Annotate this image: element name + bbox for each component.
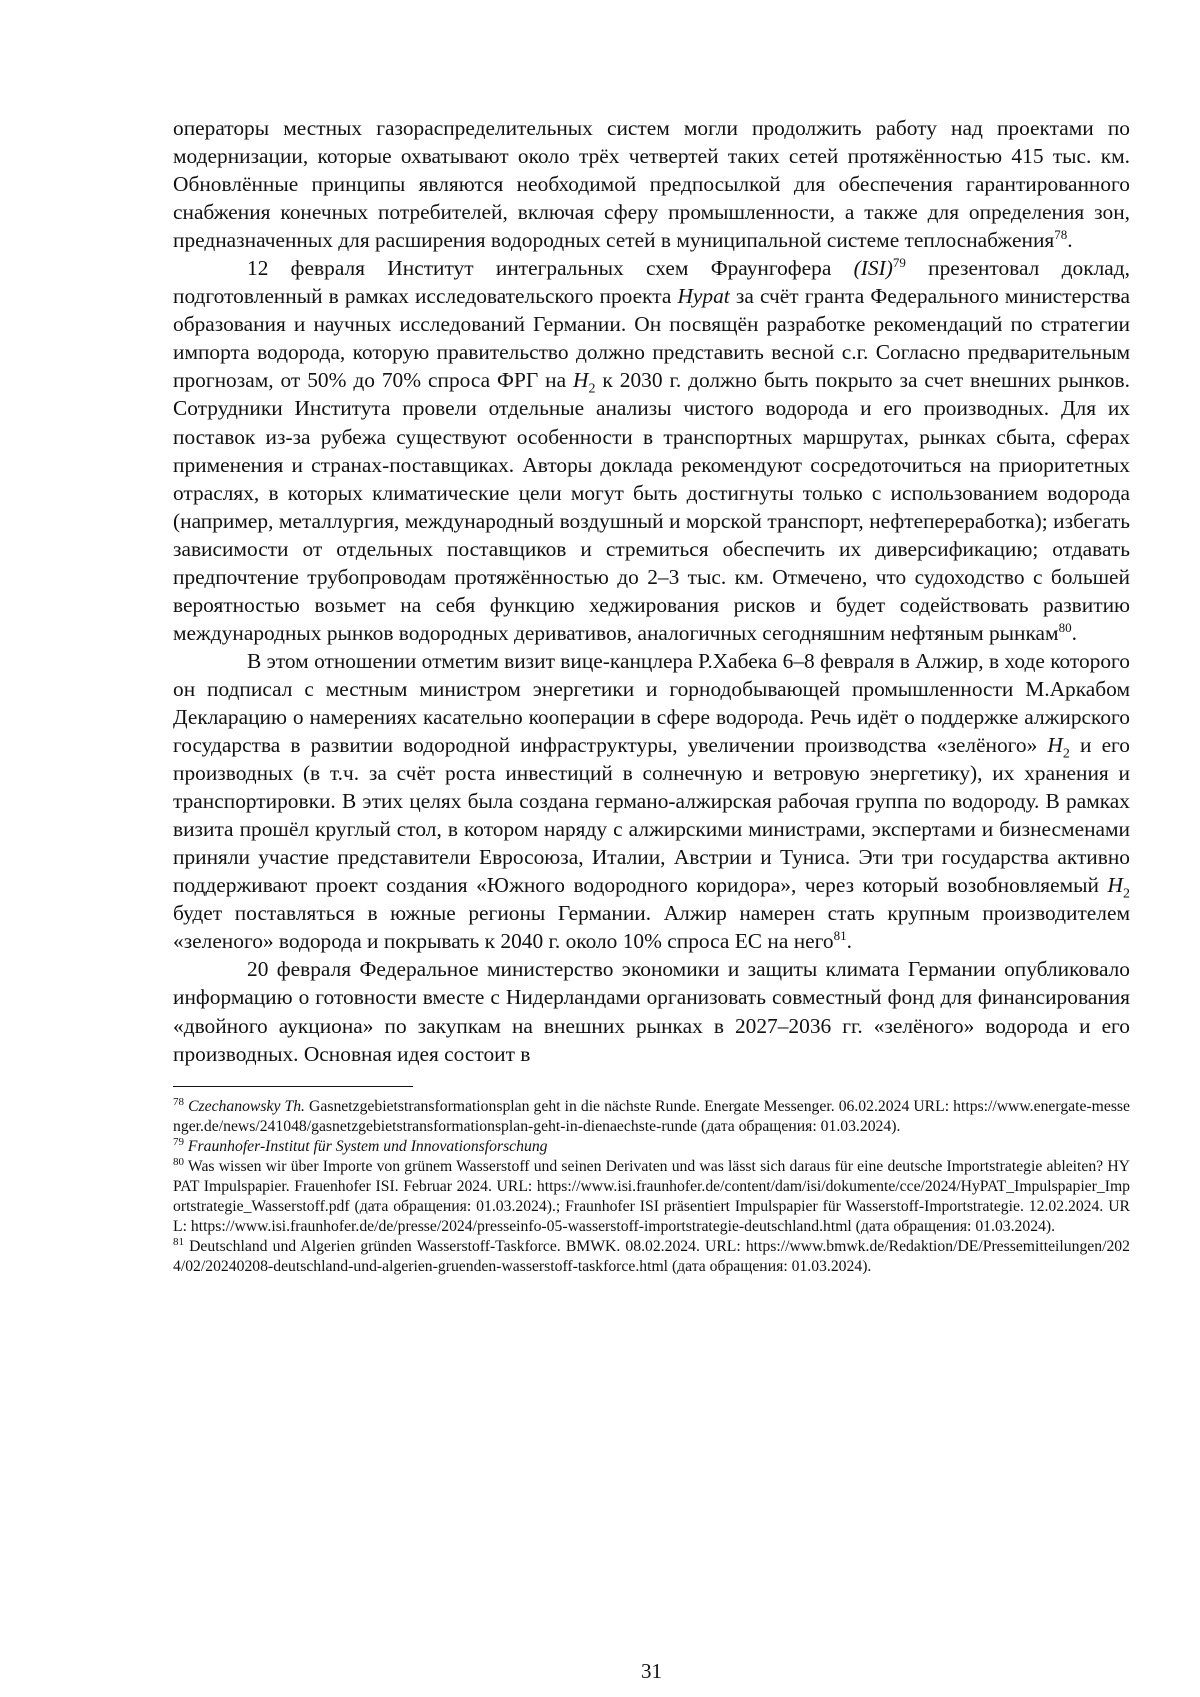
text-run: . <box>846 929 852 954</box>
page-number: 31 <box>641 1659 662 1683</box>
footnote-ref: 80 <box>173 1155 184 1168</box>
text-run: Was wissen wir über Importe von grünem Wasserstoff und seinen Derivaten und was lässt sich daraus für eine deutsche Importstrategie ableiten? HYPAT Impulspapier. Frauenhofer ISI. Februar 2024. URL: https://www.isi.fraunhofer.de/content/dam/isi/dokumente/cce/2024/HyPAT_Impulspapier_Importstrategie_Wasserstoff.pdf (дата обращения: 01.03.2024).; Fraunhofer ISI präsentiert Impulspapier für Wasserstoff-Importstrategie. 12.02.2024. URL: https://www.isi.fraunhofer.de/de/presse/2024/presseinfo-05-wasserstoff-importstrategie-deutschland.html (дата обращения: 01.03.2024). <box>173 1157 1130 1236</box>
text-run: презентовал доклад, подготовленный в рамках исследовательского проекта <box>173 256 1130 309</box>
footnotes <box>173 1097 1130 1278</box>
text-run: и его производных (в т.ч. за счёт роста инвестиций в солнечную и ветровую энергетику), их хранения и транспортировки. В этих целях была создана германо-алжирская рабочая группа по водороду. В рамках визита прошёл круглый стол, в котором наряду с алжирскими министрами, экспертами и бизнесменами приняли участие представители Евросоюза, Италии, Австрии и Туниса. Эти три государства активно поддерживают проект создания «Южного водородного коридора», через который возобновляемый <box>173 733 1130 898</box>
footnote-separator <box>173 1086 413 1087</box>
text-run: Gasnetzgebietstransformationsplan geht in die nächste Runde. Energate Messenger. 06.02.2024 URL: https://www.energate-messenger.de/news/241048/gasnetzgebietstransformationsplan-geht-in-dienaechste-runde (дата обращения: 01.03.2024). <box>173 1097 1131 1135</box>
paragraph-p-gas-networks <box>173 114 1130 254</box>
footnote-ref: 79 <box>173 1135 184 1148</box>
footnote-fn-81 <box>173 1237 1130 1277</box>
text-run: 20 февраля Федеральное министерство экономики и защиты климата Германии опубликовало информацию о готовности вместе с Нидерландами организовать совместный фонд для финансирования «двойного аукциона» по закупкам на внешних рынках в 2027–2036 гг. «зелёного» водорода и его производных. Основная идея состоит в <box>173 957 1130 1066</box>
italic-run: H <box>1107 873 1123 898</box>
document-page <box>173 114 1131 1683</box>
text-run: будет поставляться в южные регионы Германии. Алжир намерен стать крупным производителем «зеленого» водорода и покрывать к 2040 г. около 10% спроса ЕС на него <box>173 901 1130 954</box>
italic-run: H <box>573 368 589 393</box>
italic-run: (ISI) <box>853 256 893 281</box>
italic-run: H <box>1047 733 1063 758</box>
footnote-fn-80 <box>173 1157 1130 1237</box>
footnote-ref: 79 <box>892 255 906 271</box>
text-run: Deutschland und Algerien gründen Wasserstoff-Taskforce. BMWK. 08.02.2024. URL: https://www.bmwk.de/Redaktion/DE/Pressemitteilungen/2024/02/20240208-deutschland-und-algerien-gruenden-wasserstoff-taskforce.html (дата обращения: 01.03.2024). <box>173 1238 1130 1276</box>
italic-run: Czechanowsky Th. <box>188 1097 305 1115</box>
italic-run: Fraunhofer-Institut für System und Innovationsforschung <box>187 1137 548 1155</box>
footnote-ref: 80 <box>1058 619 1072 635</box>
paragraph-p-algeria <box>173 647 1130 956</box>
footnote-ref: 81 <box>833 928 847 944</box>
text-run: . <box>1067 228 1073 253</box>
text-run: операторы местных газораспределительных систем могли продолжить работу над проектами по модернизации, которые охватывают около трёх четвертей таких сетей протяжённостью 415 тыс. км. Обновлённые принципы являются необходимой предпосылкой для обеспечения гарантированного снабжения конечных потребителей, включая сферу промышленности, а также для определения зон, предназначенных для расширения водородных сетей в муниципальной системе теплоснабжения <box>173 116 1130 253</box>
main-text <box>173 114 1130 1068</box>
text-run: В этом отношении отметим визит вице-канцлера Р.Хабека 6–8 февраля в Алжир, в ходе которого он подписал с местным министром энергетики и горнодобывающей промышленности М.Аркабом Декларацию о намерениях касательно кооперации в сфере водорода. Речь идёт о поддержке алжирского государства в развитии водородной инфраструктуры, увеличении производства «зелёного» <box>173 648 1130 758</box>
footnote-ref: 78 <box>1054 227 1068 243</box>
footnote-ref: 81 <box>173 1236 184 1249</box>
text-run: 12 февраля Институт интегральных схем Фраунгофера <box>247 256 854 281</box>
paragraph-p-fraunhofer <box>173 254 1130 647</box>
footnote-fn-78 <box>173 1097 1130 1137</box>
text-run: за счёт гранта Федерального министерства образования и научных исследований Германии. Он посвящён разработке рекомендаций по стратегии импорта водорода, которую правительство должно представить весной с.г. Согласно предварительным прогнозам, от 50% до 70% спроса ФРГ на <box>173 284 1130 393</box>
subscript: 2 <box>588 381 596 397</box>
text-run: к 2030 г. должно быть покрыто за счет внешних рынков. Сотрудники Института провели отдельные анализы чистого водорода и его производных. Для их поставок из-за рубежа существуют особенности в транспортных маршрутах, рынках сбыта, сферах применения и странах-поставщиках. Авторы доклада рекомендуют сосредоточиться на приоритетных отраслях, в которых климатические цели могут быть достигнуты только с использованием водорода (например, металлургия, международный воздушный и морской транспорт, нефтепереработка); избегать зависимости от отдельных поставщиков и стремиться обеспечить их диверсификацию; отдавать предпочтение трубопроводам протяжённостью до 2–3 тыс. км. Отмечено, что судоходство с большей вероятностью возьмет на себя функцию хеджирования рисков и будет содействовать развитию международных рынков водородных деривативов, аналогичных сегодняшним нефтяным рынкам <box>173 368 1130 645</box>
paragraph-p-netherlands <box>173 955 1130 1067</box>
subscript: 2 <box>1123 886 1130 902</box>
italic-run: Hypat <box>677 284 730 309</box>
footnote-ref: 78 <box>173 1095 184 1108</box>
footnote-fn-79 <box>173 1137 1130 1157</box>
subscript: 2 <box>1062 746 1070 762</box>
text-run: . <box>1071 620 1077 645</box>
